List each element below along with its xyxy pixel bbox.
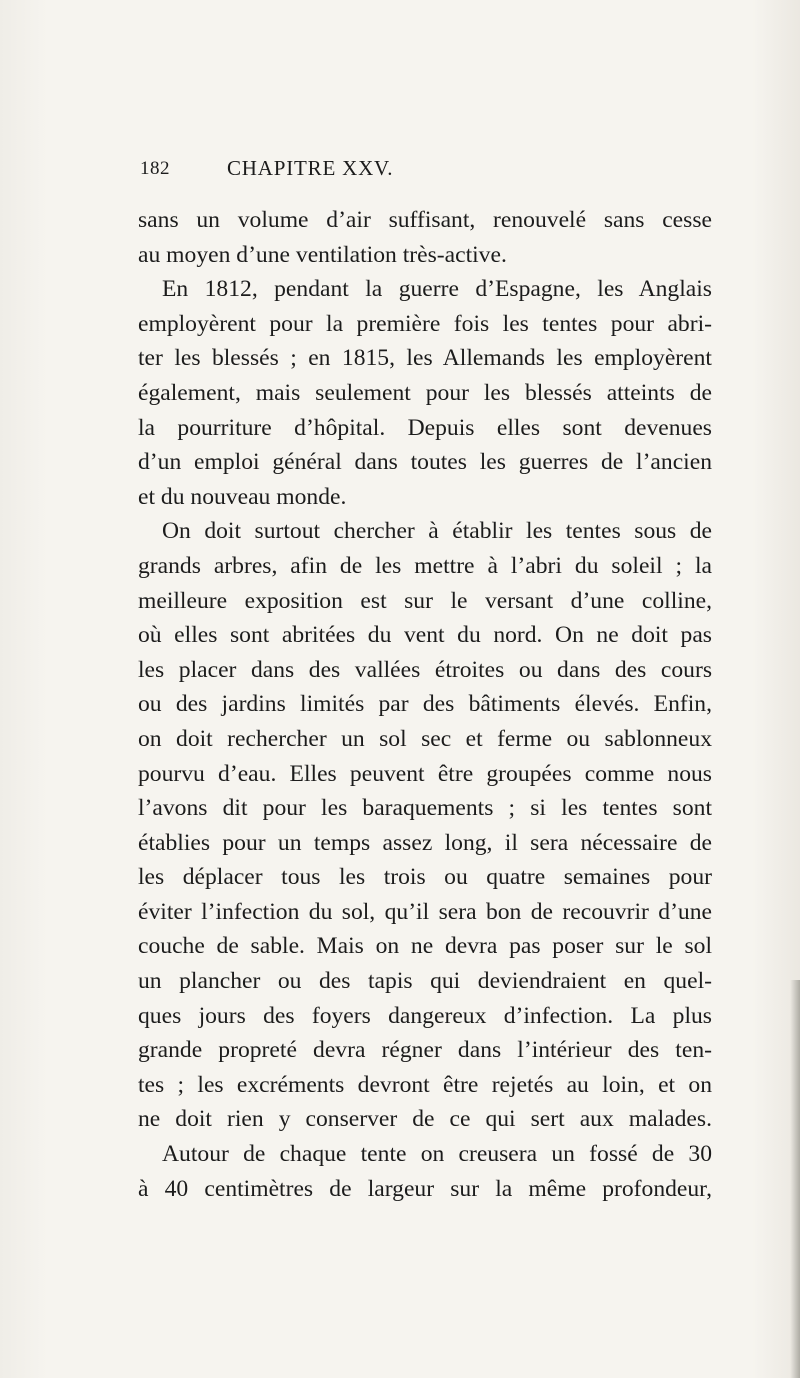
text-line: éviter l’infection du sol, qu’il sera bon de recouvrir d’une — [138, 898, 712, 925]
text-line: pourvu d’eau. Elles peuvent être groupées comme nous — [138, 760, 712, 787]
text-line: employèrent pour la première fois les tentes pour abri- — [138, 310, 712, 337]
text-line: grands arbres, afin de les mettre à l’abri du soleil ; la — [138, 552, 712, 579]
page-header — [140, 156, 640, 186]
body-text — [138, 203, 712, 1206]
running-head: CHAPITRE XXV. — [227, 156, 394, 180]
page-edge-shadow — [790, 980, 800, 1378]
text-line: grande propreté devra régner dans l’intérieur des ten- — [138, 1037, 712, 1064]
text-line: un plancher ou des tapis qui deviendraient en quel- — [138, 968, 712, 995]
text-line: l’avons dit pour les baraquements ; si les tentes sont — [138, 795, 712, 822]
text-line: à 40 centimètres de largeur sur la même profondeur, — [138, 1175, 712, 1202]
text-line: la pourriture d’hôpital. Depuis elles sont devenues — [138, 414, 712, 441]
text-line: On doit surtout chercher à établir les tentes sous de — [162, 518, 712, 545]
text-line: ne doit rien y conserver de ce qui sert aux malades. — [138, 1106, 712, 1133]
text-line: tes ; les excréments devront être rejetés au loin, et on — [138, 1071, 712, 1098]
text-line: les placer dans des vallées étroites ou dans des cours — [138, 656, 712, 683]
text-line: Autour de chaque tente on creusera un fossé de 30 — [162, 1141, 712, 1168]
text-line: sans un volume d’air suffisant, renouvelé sans cesse — [138, 207, 712, 233]
text-line: couche de sable. Mais on ne devra pas poser sur le sol — [138, 933, 712, 960]
text-line: où elles sont abritées du vent du nord. On ne doit pas — [138, 622, 712, 649]
text-line: également, mais seulement pour les blessés atteints de — [138, 379, 712, 406]
text-line: établies pour un temps assez long, il sera nécessaire de — [138, 829, 712, 856]
text-line: au moyen d’une ventilation très-active. — [138, 241, 507, 268]
page-number: 182 — [140, 158, 170, 179]
text-line: ou des jardins limités par des bâtiments élevés. Enfin, — [138, 691, 712, 718]
text-line: et du nouveau monde. — [138, 483, 347, 510]
text-line: on doit rechercher un sol sec et ferme ou sablonneux — [138, 725, 712, 752]
text-line: les déplacer tous les trois ou quatre semaines pour — [138, 864, 712, 891]
text-line: ques jours des foyers dangereux d’infection. La plus — [138, 1002, 712, 1029]
text-line: En 1812, pendant la guerre d’Espagne, les Anglais — [162, 276, 712, 303]
text-line: meilleure exposition est sur le versant d’une colline, — [138, 587, 712, 614]
text-line: d’un emploi général dans toutes les guerres de l’ancien — [138, 449, 712, 476]
text-line: ter les blessés ; en 1815, les Allemands les employèrent — [138, 345, 712, 372]
